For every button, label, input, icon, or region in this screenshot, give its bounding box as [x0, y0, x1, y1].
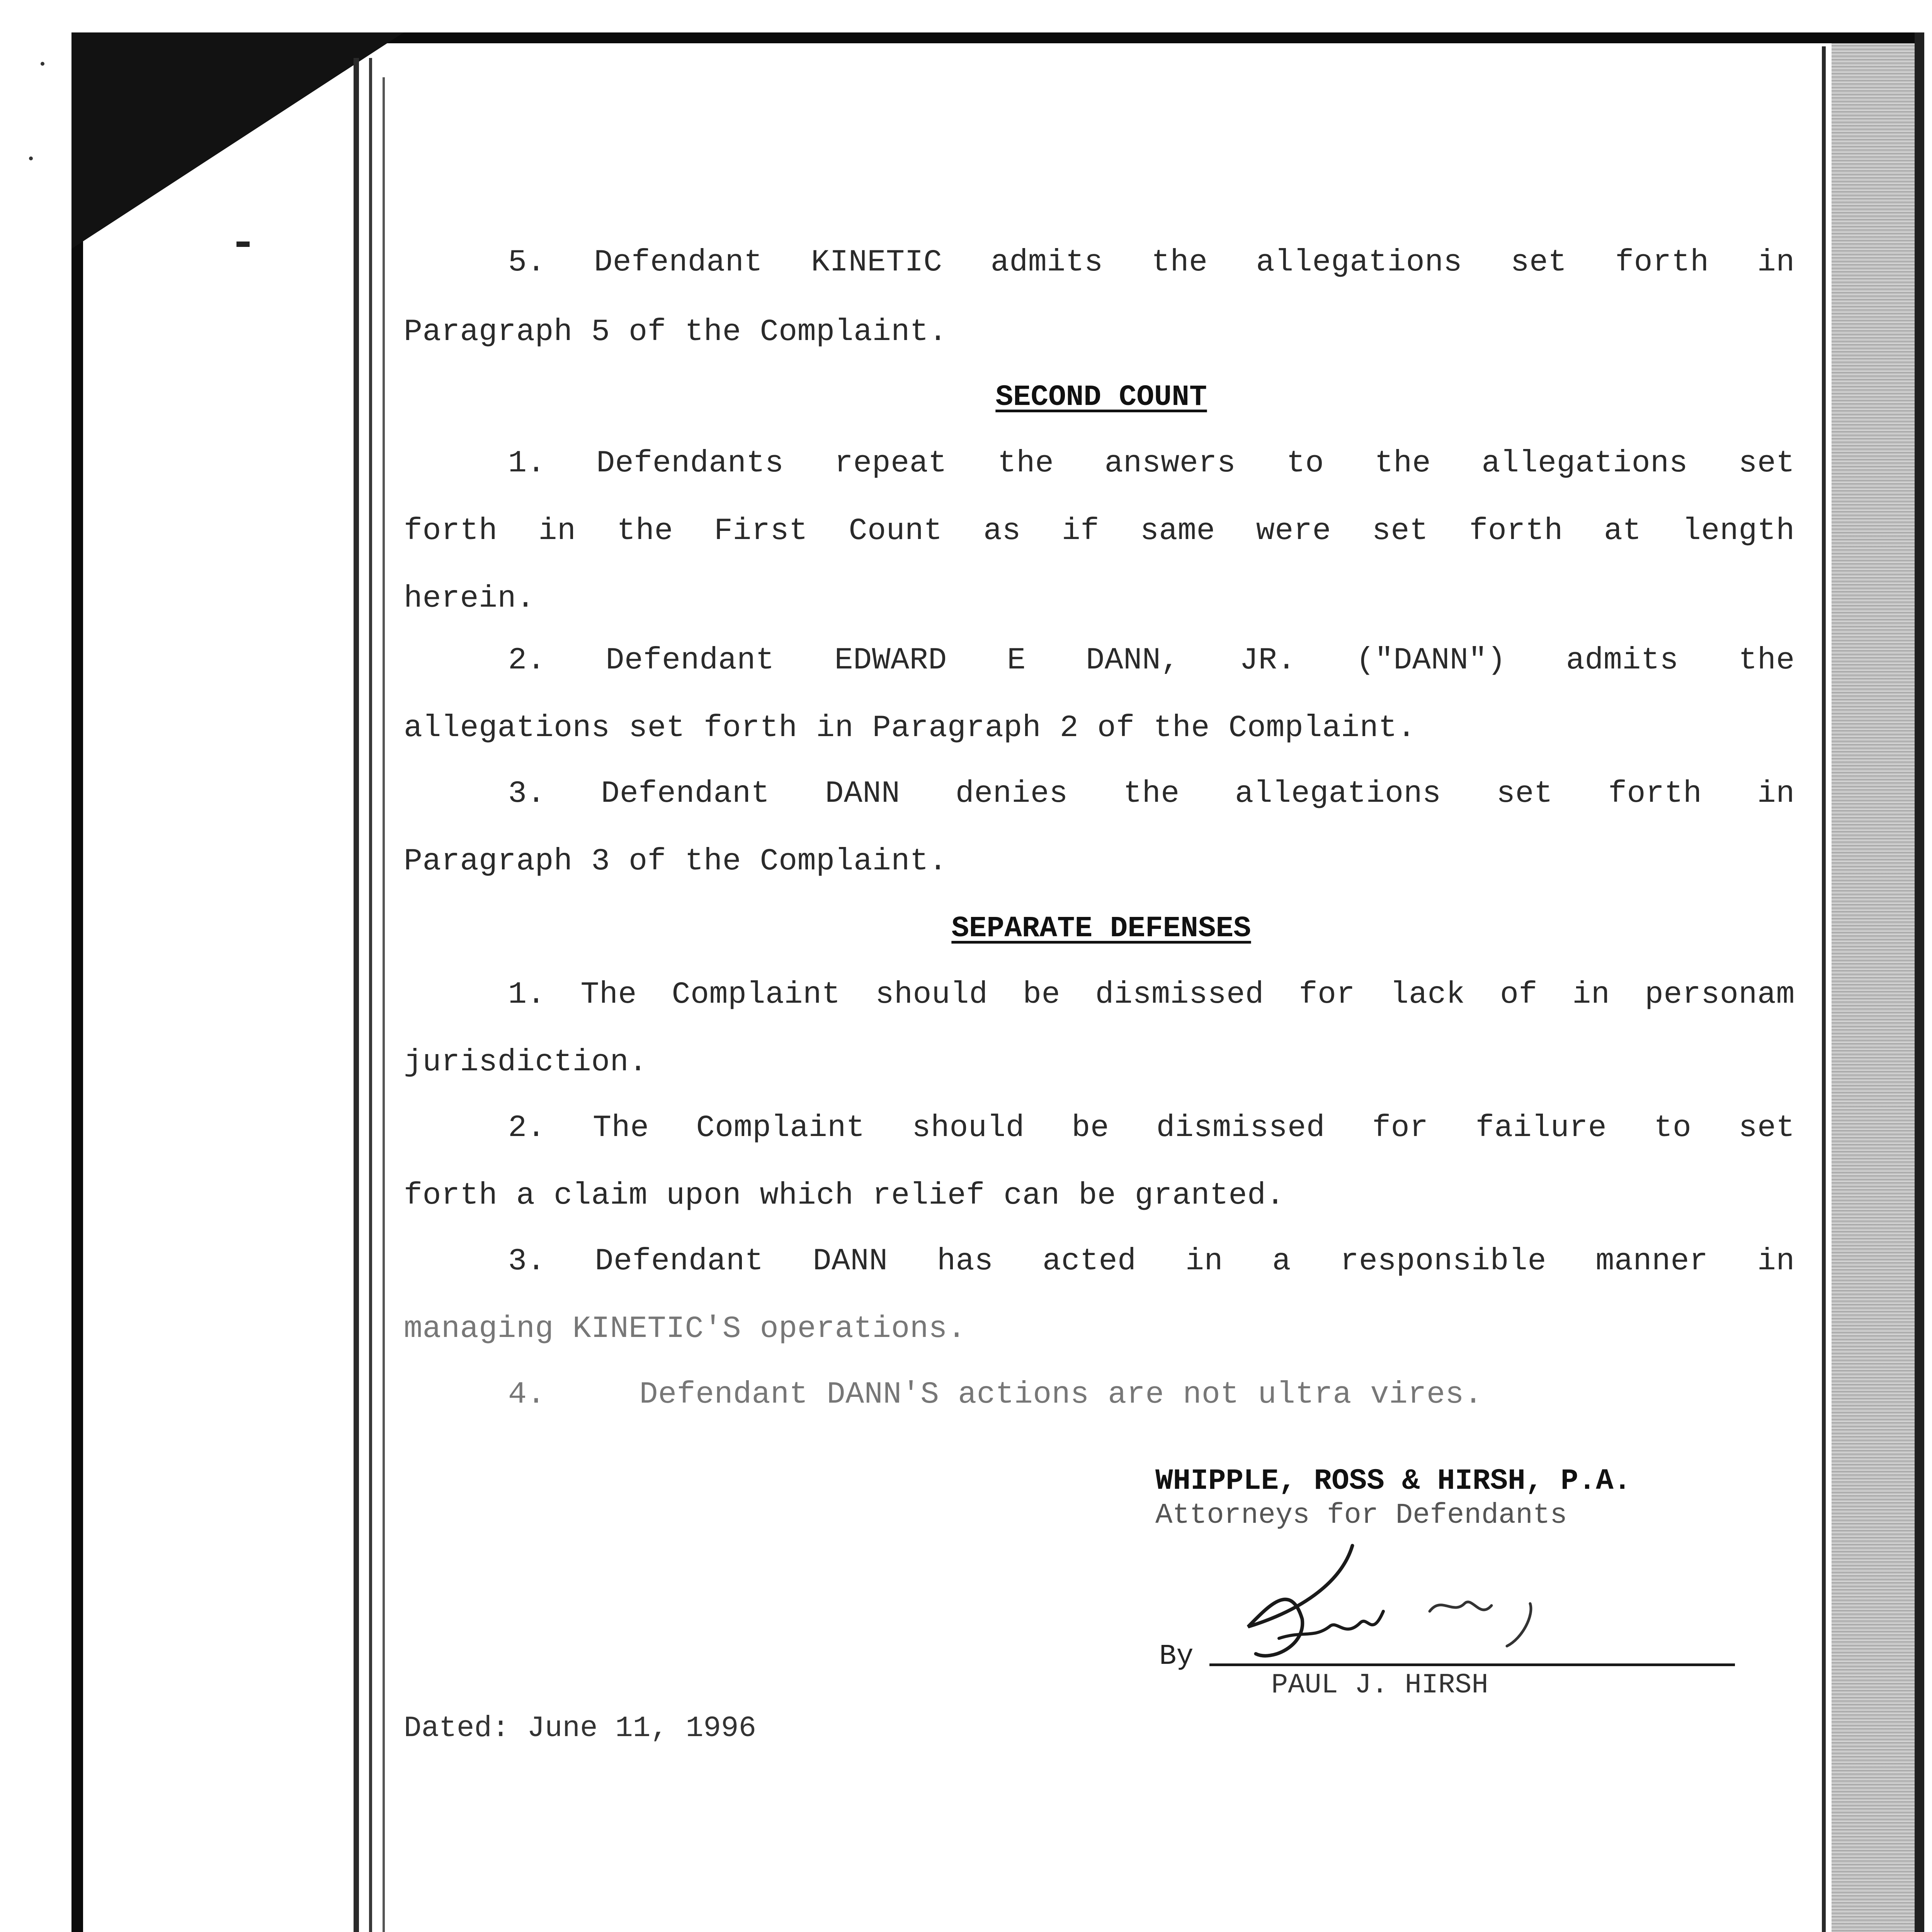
word: forth	[1615, 245, 1709, 280]
word: set	[1372, 514, 1429, 549]
word: set	[1738, 1111, 1795, 1146]
defense-3-line-1	[508, 1246, 1795, 1277]
word: DANN	[825, 776, 900, 811]
paragraph-number: 5.	[508, 245, 546, 280]
word: acted	[1042, 1244, 1136, 1279]
word: in	[1572, 977, 1610, 1012]
word: denies	[955, 776, 1068, 811]
word: the	[1374, 446, 1431, 481]
second-count-3-line-1	[508, 776, 1795, 811]
word: dismissed	[1156, 1111, 1325, 1146]
word: Defendants	[596, 446, 784, 481]
date-line: Dated: June 11, 1996	[404, 1712, 757, 1745]
second-count-1-line-2	[404, 516, 1795, 547]
word: same	[1140, 514, 1215, 549]
second-count-2-line-1	[508, 645, 1795, 676]
word: admits	[1566, 643, 1679, 678]
law-firm-name: WHIPPLE, ROSS & HIRSH, P.A.	[1155, 1464, 1631, 1498]
word: should	[875, 977, 988, 1012]
heading-separate-defenses: SEPARATE DEFENSES	[951, 912, 1251, 945]
word: the	[997, 446, 1054, 481]
word: of	[1500, 977, 1537, 1012]
paragraph-number: 3.	[508, 1244, 546, 1279]
word: the	[1123, 776, 1180, 811]
second-count-1-line-1	[508, 448, 1795, 479]
scan-margin-right	[1832, 43, 1915, 1932]
word: Count	[849, 514, 942, 549]
right-margin-rule	[1822, 46, 1826, 1932]
word: set	[1497, 776, 1553, 811]
signer-name: PAUL J. HIRSH	[1271, 1669, 1488, 1701]
signature-line	[1209, 1663, 1735, 1666]
defense-4-text: Defendant DANN'S actions are not ultra vires.	[639, 1377, 1483, 1412]
margin-mark	[236, 242, 250, 247]
word: at	[1604, 514, 1641, 549]
paragraph-5-line-2: Paragraph 5 of the Complaint.	[404, 315, 947, 350]
paragraph-number: 1.	[508, 446, 546, 481]
word: ("DANN")	[1356, 643, 1506, 678]
word: set	[1738, 446, 1795, 481]
word: for	[1372, 1111, 1429, 1146]
word: to	[1286, 446, 1324, 481]
word: Defendant	[594, 245, 763, 280]
word: First	[714, 514, 808, 549]
word: allegations	[1235, 776, 1441, 811]
scan-border-right	[1915, 32, 1924, 1932]
word: answers	[1104, 446, 1236, 481]
word: should	[912, 1111, 1025, 1146]
word: EDWARD	[834, 643, 947, 678]
word: forth	[404, 514, 498, 549]
word: lack	[1390, 977, 1465, 1012]
by-label: By	[1159, 1640, 1194, 1673]
word: DANN	[813, 1244, 888, 1279]
word: the	[617, 514, 673, 549]
word: Defendant	[601, 776, 770, 811]
defense-3-line-2: managing KINETIC'S operations.	[404, 1311, 966, 1347]
word: if	[1061, 514, 1099, 549]
word: to	[1654, 1111, 1692, 1146]
word: KINETIC	[811, 245, 942, 280]
word: E	[1007, 643, 1026, 678]
defense-1-line-1	[508, 977, 1795, 1012]
paragraph-5-line-1	[508, 247, 1795, 278]
word: be	[1071, 1111, 1109, 1146]
word: a	[1272, 1244, 1291, 1279]
word: set	[1510, 245, 1567, 280]
word: in	[538, 514, 576, 549]
defense-2-line-2: forth a claim upon which relief can be granted.	[404, 1178, 1285, 1213]
word: in	[1185, 1244, 1223, 1279]
word: for	[1299, 977, 1355, 1012]
scan-speck	[41, 62, 44, 66]
word: were	[1256, 514, 1331, 549]
scan-border-left	[71, 32, 83, 1932]
word: The	[580, 977, 637, 1012]
word: responsible	[1340, 1244, 1546, 1279]
second-count-2-line-2: allegations set forth in Paragraph 2 of the Complaint.	[404, 711, 1416, 746]
defense-4-line-1	[508, 1379, 1483, 1410]
word: the	[1151, 245, 1208, 280]
paragraph-number: 4.	[508, 1377, 546, 1412]
word: the	[1738, 643, 1795, 678]
paragraph-number: 2.	[508, 1111, 546, 1146]
word: length	[1682, 514, 1795, 549]
second-count-1-line-3: herein.	[404, 581, 535, 616]
paragraph-number: 1.	[508, 977, 546, 1012]
heading-second-count: SECOND COUNT	[995, 381, 1207, 414]
left-margin-rule	[354, 58, 359, 1932]
word: allegations	[1256, 245, 1463, 280]
scan-speck	[29, 156, 33, 160]
attorney-role: Attorneys for Defendants	[1155, 1499, 1567, 1532]
word: allegations	[1481, 446, 1688, 481]
word: Complaint	[696, 1111, 865, 1146]
left-margin-rule-faint	[383, 77, 385, 1932]
word: Defendant	[595, 1244, 764, 1279]
word: as	[983, 514, 1021, 549]
paragraph-number: 3.	[508, 776, 546, 811]
word: in	[1757, 245, 1795, 280]
word: admits	[990, 245, 1103, 280]
word: forth	[1469, 514, 1563, 549]
word: JR.	[1240, 643, 1296, 678]
word: DANN,	[1086, 643, 1180, 678]
defense-2-line-1	[508, 1113, 1795, 1144]
word: in	[1757, 1244, 1795, 1279]
word: dismissed	[1095, 977, 1264, 1012]
paragraph-number: 2.	[508, 643, 546, 678]
left-margin-rule-inner	[369, 58, 372, 1932]
word: personam	[1645, 977, 1795, 1012]
word: failure	[1475, 1111, 1607, 1146]
defense-1-line-2: jurisdiction.	[404, 1045, 648, 1080]
word: repeat	[834, 446, 947, 481]
word: Complaint	[672, 977, 841, 1012]
handwritten-signature	[1213, 1522, 1600, 1669]
word: Defendant	[605, 643, 775, 678]
word: manner	[1595, 1244, 1708, 1279]
word: be	[1022, 977, 1060, 1012]
word: The	[593, 1111, 649, 1146]
word: in	[1757, 776, 1795, 811]
word: forth	[1608, 776, 1702, 811]
word: has	[937, 1244, 993, 1279]
second-count-3-line-2: Paragraph 3 of the Complaint.	[404, 844, 947, 879]
